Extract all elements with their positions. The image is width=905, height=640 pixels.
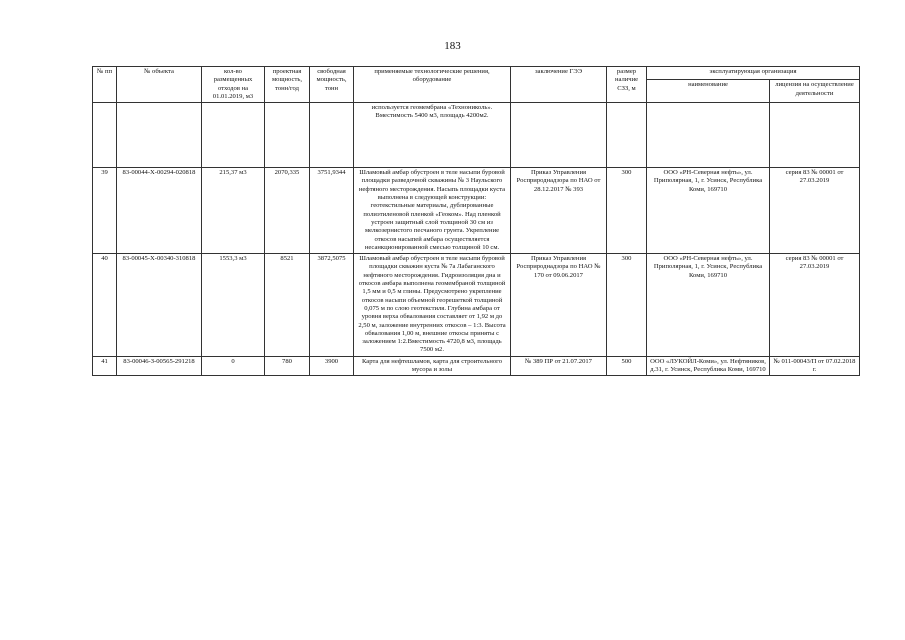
table-header-row — [93, 67, 860, 80]
row-free-capacity: 3751,9344 — [310, 168, 354, 254]
table-row — [93, 254, 860, 357]
row-gee: Приказ Управления Росприроднадзора по НАО № 170 от 09.06.2017 — [511, 254, 607, 357]
row-operator-license: серия 83 № 00001 от 27.03.2019 — [770, 254, 860, 357]
row-operator-license: № 011-00043/П от 07.02.2018 г. — [770, 356, 860, 376]
row-num: 41 — [93, 356, 117, 376]
row-gee: Приказ Управления Росприроднадзора по НАО от 28.12.2017 № 393 — [511, 168, 607, 254]
table-row — [93, 356, 860, 376]
row-operator-name: ООО «РН-Северная нефть», ул. Приполярная, 1, г. Усинск, Республика Коми, 169710 — [647, 254, 770, 357]
row-object-no: 83-00044-Х-00294-020818 — [117, 168, 202, 254]
row-design-capacity: 780 — [265, 356, 310, 376]
row-amount: 0 — [202, 356, 265, 376]
header-amount: кол-во размещенных отходов на 01.01.2019, м3 — [202, 67, 265, 103]
row-szz: 300 — [607, 254, 647, 357]
header-operator-license: лицензия на осуществление деятельности — [770, 80, 860, 103]
row-operator-name: ООО «РН-Северная нефть», ул. Приполярная, 1, г. Усинск, Республика Коми, 169710 — [647, 168, 770, 254]
header-gee: заключение ГЭЭ — [511, 67, 607, 103]
row-operator-name: ООО «ЛУКОЙЛ-Коми», ул. Нефтяников, д.31, г. Усинск, Республика Коми, 169710 — [647, 356, 770, 376]
header-design-capacity: проектная мощность, тонн/год — [265, 67, 310, 103]
row-tech: Шламовый амбар обустроен в теле насыпи буровой площадки разведочной скважины № 3 Наульского нефтяного месторождения. Насыпь площадки куста выполнена в следующей конструкции: геотекстильные материалы, дублированные полиэтиленовой пленкой «Геоком». Над пленкой устроен защитный слой толщиной 30 см из мелкозернистого песчаного грунта. Укрепление откосов насыпей амбара осуществляется несанкционированной смесью толщиной 10 см. — [354, 168, 511, 254]
page-number: 183 — [444, 40, 461, 52]
header-free-capacity: свободная мощность, тонн — [310, 67, 354, 103]
row-amount: 215,37 м3 — [202, 168, 265, 254]
row-tech: Карта для нефтешламов, карта для строительного мусора и золы — [354, 356, 511, 376]
row-free-capacity: 3872,5075 — [310, 254, 354, 357]
header-operator: эксплуатирующая организация — [647, 67, 860, 80]
waste-facilities-table — [92, 66, 860, 376]
row-free-capacity: 3900 — [310, 356, 354, 376]
row-szz: 500 — [607, 356, 647, 376]
row-object-no: 83-00046-З-00565-291218 — [117, 356, 202, 376]
table-row-continuation — [93, 103, 860, 168]
row-gee: № 389 ПР от 21.07.2017 — [511, 356, 607, 376]
row-num: 39 — [93, 168, 117, 254]
header-szz: размер наличие СЗЗ, м — [607, 67, 647, 103]
continuation-tech: используется геомембрана «Технониколь». Вместимость 5400 м3, площадь 4200м2. — [354, 103, 511, 168]
row-amount: 1553,3 м3 — [202, 254, 265, 357]
header-num: № пп — [93, 67, 117, 103]
table-row — [93, 168, 860, 254]
header-object-no: № объекта — [117, 67, 202, 103]
row-num: 40 — [93, 254, 117, 357]
row-operator-license: серия 83 № 00001 от 27.03.2019 — [770, 168, 860, 254]
header-operator-name: наименование — [647, 80, 770, 103]
row-design-capacity: 8521 — [265, 254, 310, 357]
row-tech: Шламовый амбар обустроен в теле насыпи буровой площадки скважин куста № 7а Лабаганского нефтяного месторождения. Гидроизоляция дна и откосов амбара выполнена геомембраной толщиной 1,5 мм и 0,5 м глины. Предусмотрено укрепление откосов насыпи объемной георешеткой толщиной 0,075 м по слою геотекстиля. Глубина амбара от уровня верха обвалования составляет от 1,92 м до 2,50 м, заложение внутренних откосов – 1:3. Высота обвалования 1,00 м, внешние откосы приняты с заложением 1:2.Вместимость 4720,8 м3, площадь 7500 м2. — [354, 254, 511, 357]
row-object-no: 83-00045-Х-00340-310818 — [117, 254, 202, 357]
row-design-capacity: 2070,335 — [265, 168, 310, 254]
row-szz: 300 — [607, 168, 647, 254]
header-tech: применяемые технологические решения, оборудование — [354, 67, 511, 103]
